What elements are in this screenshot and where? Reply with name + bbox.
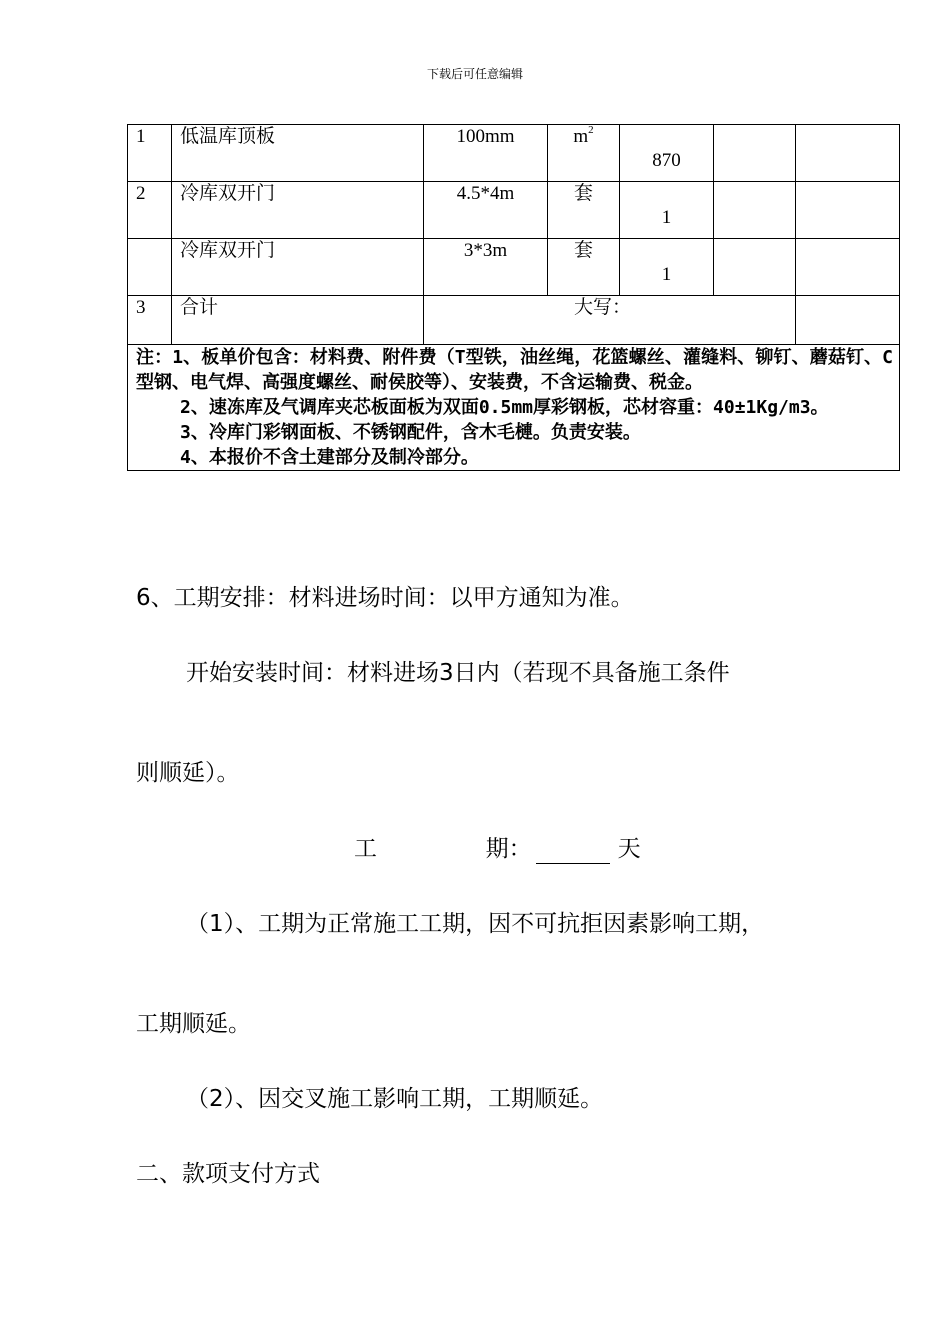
notes-cell	[128, 345, 900, 471]
note-item: 3、冷库门彩钢面板、不锈钢配件，含木毛槤。负责安装。	[180, 422, 641, 443]
table-row	[128, 125, 900, 182]
item-spec: 4.5*4m	[424, 182, 548, 239]
row-number: 2	[128, 182, 172, 239]
item-unit	[548, 239, 620, 296]
schedule-heading: 6、工期安排：材料进场时间：以甲方通知为准。	[136, 585, 634, 611]
item-name: 冷库双开门	[172, 239, 424, 296]
item-amount	[796, 182, 900, 239]
item-name: 低温库顶板	[172, 125, 424, 182]
notes-row	[128, 345, 900, 471]
item-spec: 100mm	[424, 125, 548, 182]
row-number: 1	[128, 125, 172, 182]
install-time-continued: 则顺延）。	[136, 760, 240, 786]
item-quantity: 870	[620, 125, 714, 182]
clause-2: （2）、因交叉施工影响工期，工期顺延。	[186, 1086, 604, 1112]
item-price	[714, 182, 796, 239]
clause-1: （1）、工期为正常施工工期，因不可抗拒因素影响工期，	[186, 911, 765, 937]
period-label-a: 工	[354, 836, 377, 862]
unit-superscript: 2	[588, 124, 594, 136]
install-time-line: 开始安装时间：材料进场3日内（若现不具备施工条件	[186, 660, 730, 686]
item-amount	[796, 125, 900, 182]
note-item: 2、速冻库及气调库夹芯板面板为双面0.5mm厚彩钢板，芯材容重：40±1Kg/m3。	[180, 397, 829, 418]
unit-base: 套	[573, 183, 593, 204]
period-line	[354, 834, 641, 864]
item-unit	[548, 125, 620, 182]
clause-1-continued: 工期顺延。	[136, 1011, 251, 1037]
item-name: 冷库双开门	[172, 182, 424, 239]
total-row	[128, 296, 900, 345]
table-row	[128, 182, 900, 239]
unit-base: 套	[573, 240, 593, 261]
item-quantity: 1	[620, 239, 714, 296]
total-label: 合计	[172, 296, 424, 345]
quote-table	[127, 124, 900, 471]
page-header: 下载后可任意编辑	[426, 67, 523, 81]
period-unit: 天	[617, 836, 641, 862]
item-price	[714, 125, 796, 182]
total-in-words-label: 大写：	[424, 296, 796, 345]
unit-base: m	[573, 126, 589, 147]
row-number: 3	[128, 296, 172, 345]
item-quantity: 1	[620, 182, 714, 239]
item-spec: 3*3m	[424, 239, 548, 296]
row-number	[128, 239, 172, 296]
item-unit	[548, 182, 620, 239]
item-price	[714, 239, 796, 296]
period-days-blank	[536, 837, 610, 864]
payment-heading: 二、款项支付方式	[136, 1161, 320, 1187]
note-item: 4、本报价不含土建部分及制冷部分。	[180, 447, 479, 468]
item-amount	[796, 239, 900, 296]
total-amount	[796, 296, 900, 345]
period-label-b: 期：	[485, 836, 532, 862]
note-item: 注：1、板单价包含：材料费、附件费（T型铁，油丝绳，花篮螺丝、灌缝料、铆钉、蘑菇钉、C型钢、电气焊、高强度螺丝、耐侯胶等）、安装费，不含运输费、税金。	[136, 347, 893, 393]
table-row	[128, 239, 900, 296]
